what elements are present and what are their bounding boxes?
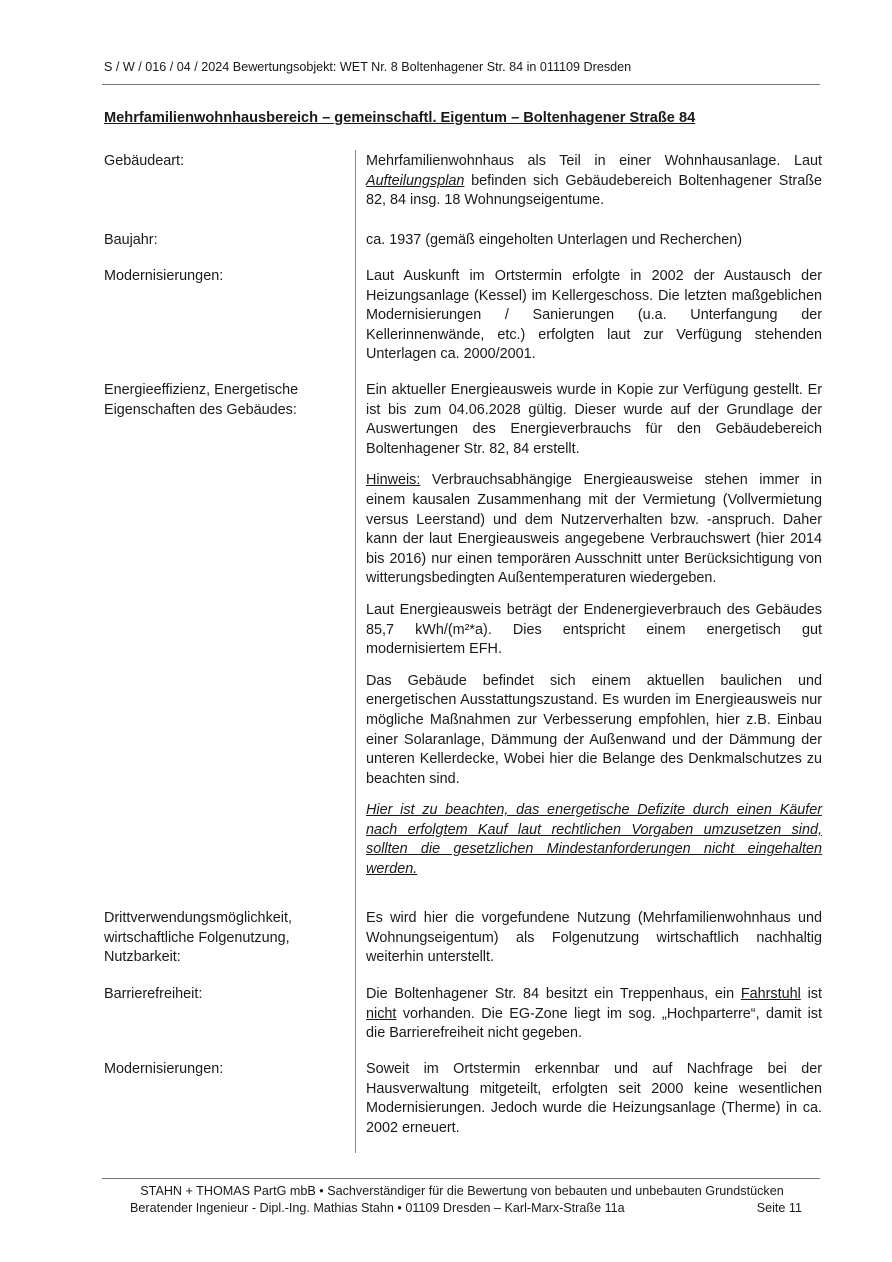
energie-paragraph-3: Laut Energieausweis beträgt der Endenergieverbrauch des Gebäudes 85,7 kWh/(m²*a). Dies entspricht einem energetisch gut modernisiertem EFH. [366, 601, 822, 658]
text-gebaeudeart-post: befinden sich Gebäudebereich Boltenhagener Straße 82, 84 insg. 18 Wohnungseigentume. [366, 172, 822, 209]
value-gebaeudeart [366, 152, 822, 211]
text-gebaeudeart-pre: Mehrfamilienwohnhaus als Teil in einer Wohnhausanlage. Laut [366, 153, 822, 169]
barriere-text-mid: ist [800, 986, 822, 1002]
value-drittverwendung: Es wird hier die vorgefundene Nutzung (Mehrfamilienwohnhaus und Wohnungseigentum) als Folgenutzung wirtschaftlich nachhaltig weiterhin unterstellt. [366, 910, 822, 966]
value-energieeffizienz [366, 381, 822, 892]
page-number: Seite 11 [756, 1201, 802, 1215]
label-gebaeudeart: Gebäudeart: [104, 153, 185, 169]
hinweis-label: Hinweis: [366, 472, 421, 489]
header-divider [102, 84, 820, 85]
footer-line-2 [130, 1201, 802, 1215]
value-baujahr: ca. 1937 (gemäß eingeholten Unterlagen und Recherchen) [366, 232, 742, 248]
barriere-text-pre: Die Boltenhagener Str. 84 besitzt ein Treppenhaus, ein [366, 986, 741, 1002]
aufteilungsplan-link[interactable]: Aufteilungsplan [366, 172, 465, 189]
label-baujahr: Baujahr: [104, 232, 158, 248]
footer-address: Beratender Ingenieur - Dipl.-Ing. Mathias Stahn • 01109 Dresden – Karl-Marx-Straße 11a [130, 1201, 625, 1215]
section-title: Mehrfamilienwohnhausbereich – gemeinschaftl. Eigentum – Boltenhagener Straße 84 [104, 110, 696, 126]
energie-note: Hier ist zu beachten, das energetische Defizite durch einen Käufer nach erfolgtem Kauf laut rechtlichen Vorgaben umzusetzen sind, sollten die gesetzlichen Mindestanforderungen nicht eingehalten werden. [366, 802, 822, 878]
hinweis-text: Verbrauchsabhängige Energieausweise stehen immer in einem kausalen Zusammenhang mit der Vermietung (Vollvermietung versus Leerstand) und dem Nutzerverhalten bzw. -anspruch. Daher kann der laut Energieausweis angegebene Verbrauchswert (hier 2014 bis 2016) nur einen temporären Ausschnitt unter Berücksichtigung von witterungsbedingten Außentemperaturen wiedergeben. [366, 472, 822, 587]
fahrstuhl-term: Fahrstuhl [740, 986, 801, 1002]
label-energieeffizienz: Energieeffizienz, Energetische Eigenschaften des Gebäudes: [104, 382, 299, 418]
footer-line-1: STAHN + THOMAS PartG mbB • Sachverständiger für die Bewertung von bebauten und unbebauten Grundstücken [140, 1184, 784, 1198]
energie-paragraph-2 [366, 471, 822, 589]
value-modernisierungen-1: Laut Auskunft im Ortstermin erfolgte in 2002 der Austausch der Heizungsanlage (Kessel) im Kellergeschoss. Die letzten maßgeblichen Modernisierungen / Sanierungen (u.a. Unterfangung der Kellerinnenwände, etc.) erfolgten laut zur Verfügung stehenden Unterlagen ca. 2000/2001. [366, 268, 822, 363]
label-modernisierungen-1: Modernisierungen: [104, 268, 224, 284]
label-modernisierungen-2: Modernisierungen: [104, 1061, 224, 1077]
barriere-text-post: vorhanden. Die EG-Zone liegt im sog. „Hochparterre“, damit ist die Barrierefreiheit nicht gegeben. [366, 1005, 822, 1042]
value-barrierefreiheit [366, 985, 822, 1044]
energie-paragraph-4: Das Gebäude befindet sich einem aktuellen baulichen und energetischen Ausstattungszustand. Es wurden im Energieausweis nur mögliche Maßnahmen zur Verbesserung empfohlen, hier z.B. Einbau einer Solaranlage, Dämmung der Außenwand und der Dämmung der unteren Kellerdecke, Wobei hier die Belange des Denkmalschutzes zu beachten sind. [366, 672, 822, 787]
value-modernisierungen-2: Soweit im Ortstermin erkennbar und auf Nachfrage bei der Hausverwaltung mitgeteilt, erfolgten seit 2000 keine wesentlichen Modernisierungen. Jedoch wurde die Heizungsanlage (Therme) in ca. 2002 erneuert. [366, 1061, 822, 1136]
footer-divider [102, 1178, 820, 1179]
label-drittverwendung: Drittverwendungsmöglichkeit, wirtschaftliche Folgenutzung, Nutzbarkeit: [104, 910, 292, 966]
nicht-term: nicht [366, 1005, 397, 1022]
column-divider [355, 150, 356, 1153]
energie-paragraph-1: Ein aktueller Energieausweis wurde in Kopie zur Verfügung gestellt. Er ist bis zum 04.06.2028 gültig. Dieser wurde auf der Grundlage der Auswertungen des Energieverbrauchs für den Gebäudebereich Boltenhagener Str. 82, 84 erstellt. [366, 382, 822, 457]
page-header: S / W / 016 / 04 / 2024 Bewertungsobjekt: WET Nr. 8 Boltenhagener Str. 84 in 011109 Dresden [104, 60, 632, 74]
label-barrierefreiheit: Barrierefreiheit: [104, 986, 203, 1002]
